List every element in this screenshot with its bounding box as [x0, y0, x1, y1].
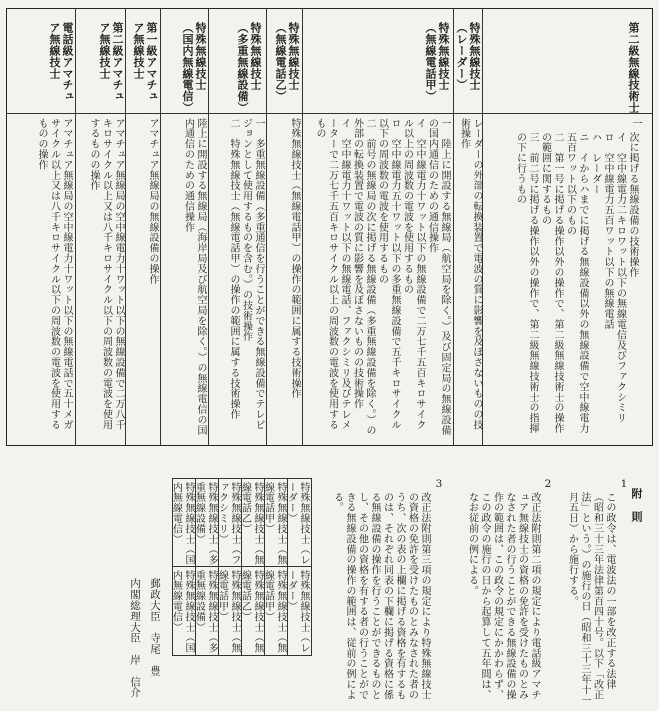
conv-lower: 特殊無線技士（多重無線設備）	[193, 570, 217, 654]
col5-body: 一 多重無線設備（多重通信を行うことができる無線設備でテレビジョンとして使用するものを含む。）の技術操作 二 特殊無線技士（無線電話甲）の操作の範囲に属する技術操作	[228, 118, 264, 430]
fusoku-p2-num: 2	[542, 478, 554, 491]
col5-head: 特殊無線技士（多重無線設備）	[236, 22, 262, 114]
col1-num: 一	[631, 118, 643, 129]
col7-head: 第一級アマチュア無線技士	[132, 22, 158, 102]
fusoku-p3: 改正法附則第三項の規定により特殊無線技士の資格の免許を受けたものとみなされた者のうち、次の表の上欄に掲げる資格を有するものは、それぞれ同表の下欄に掲げる資格に係る無線設備の操作を行うことができるものとし、その他の資格を有する者の行うことができる無線設備の操作の範囲は、従前の例による。	[331, 492, 430, 700]
conv-upper: 特殊無線技士（無線電話乙）	[239, 482, 263, 566]
conv-lower: 特殊無線技士（国内無線電信）	[170, 570, 194, 654]
fusoku-p2: 改正法附則第二項の規定により電話級アマチュア無線技士の資格の免許を受けたものとみなされた者の行うことができる無線設備の操作の範囲は、この政令の規定にかかわらず、この政令の施行の日から起算して五年間は、なお従前の例による。	[466, 492, 540, 700]
col7-body: アマチュア無線局の無線設備の操作	[147, 118, 158, 285]
header-divider	[6, 113, 652, 114]
col4-head: 特殊無線技士（無線電話乙）	[274, 22, 300, 102]
col1-head: 第二級無線技術士	[627, 22, 640, 114]
fusoku-p1: この政令は、電波法の一部を改正する法律（昭和三十三年法律第百四十号。以下「改正法」という。）の施行の日（昭和三十三年十一月五日）から施行する。	[566, 492, 615, 706]
fusoku-p3-num: 3	[433, 478, 445, 491]
col-divider	[453, 8, 454, 445]
col9-head: 電話級アマチュア無線技士	[48, 22, 74, 102]
conv-upper: 特殊無線技士（ファクシミリ）	[216, 482, 240, 566]
signer-prime-minister: 内閣総理大臣 岸 信介	[129, 578, 141, 698]
col1-body: 次に掲げる無線設備の技術操作 イ 空中線電力二キロワット以下の無線電信及びファクシミリ ロ 空中線電力五百ワット以下の無線電話 ハ レーダー ニ イからハまでに掲げる無線設備以外の無線設備で空中線電力五百ワット以下のもの 二 第一号に掲げる操作以外の操作で、第二級無線技術士の操作の範囲に関するもの 三 前二号に掲げる操作以外の操作で、第二級無線技術士の指揮の下に行うもの	[514, 132, 638, 434]
col-divider	[125, 8, 126, 445]
col8-body: アマチュア無線局の空中線電力十ワット以下の無線設備で二万八千キロサイクル以上又は八千キロサイクル以下の周波数の電波を使用するものの操作	[88, 118, 124, 430]
conv-upper: 特殊無線技士（無線電話甲）	[262, 482, 286, 566]
col6-body: 陸上に開設する無線局（海岸局及び航空局を除く。）の無線電信の国内通信のための通信操作	[182, 118, 206, 436]
col3-head: 特殊無線技士（無線電話甲）	[424, 22, 450, 102]
col-divider	[208, 8, 209, 445]
conv-lower: 特殊無線技士（無線電話乙）	[239, 570, 263, 654]
fusoku-title: 附 則	[630, 488, 643, 523]
signer-postal-minister: 郵政大臣 寺尾 豊	[149, 578, 161, 677]
col9-body: アマチュア無線局の空中線電力十ワット以下の無線電話で五十メガサイクル以上又は八千キロサイクル以下の周波数の電波を使用するものの操作	[36, 118, 72, 430]
conv-lower: 特殊無線技士（レーダー）	[285, 570, 309, 654]
col-divider	[302, 8, 303, 445]
col2-head: 特殊無線技士（レーダー）	[455, 22, 481, 91]
conv-upper: 特殊無線技士（多重無線設備）	[193, 482, 217, 566]
col-divider	[160, 8, 161, 445]
conv-upper: 特殊無線技士（国内無線電信）	[170, 482, 194, 566]
fusoku-p1-num: 1	[618, 478, 630, 491]
col-divider	[266, 8, 267, 445]
col4-body: 特殊無線技士（無線電話甲）の操作の範囲に属する技術操作	[289, 118, 300, 399]
col-divider	[75, 8, 76, 445]
conv-upper: 特殊無線技士（レーダー）	[285, 482, 309, 566]
col8-head: 第二級アマチュア無線技士	[98, 22, 124, 102]
conv-lower: 特殊無線技士（無線電話甲）	[262, 570, 286, 654]
conv-lower: 特殊無線技士（無線電話甲）	[216, 570, 240, 654]
col2-body: レーダーの外部の転換装置で電波の質に影響を及ぼさないものの技術操作	[458, 118, 482, 430]
col6-head: 特殊無線技士（国内無線電信）	[181, 22, 207, 114]
col-divider	[482, 8, 483, 445]
col3-body: 一 陸上に開設する無線局（航空局を除く。）及び固定局の無線設備の国内通信のための通信操作 イ 空中線電力十ワット以下の無線設備で二万七千五百キロサイクル以上の周波数の電波を使用するもの ロ 空中線電力五十ワット以下の多重無線設備で五千キロサイクル以下の周波数の電波を使用するもの 二 前号の無線局の次に掲げる無線設備（多重無線設備を除く。）の外部の転換装置で電波の質に影響を及ぼさないものの技術操作 イ 空中線電力十ワット以下の無線電話、ファクシミリ及びテレメーターで二万七千五百キロサイクル以上の周波数の電波を使用するもの	[314, 118, 450, 436]
conversion-table-divider	[172, 566, 312, 567]
